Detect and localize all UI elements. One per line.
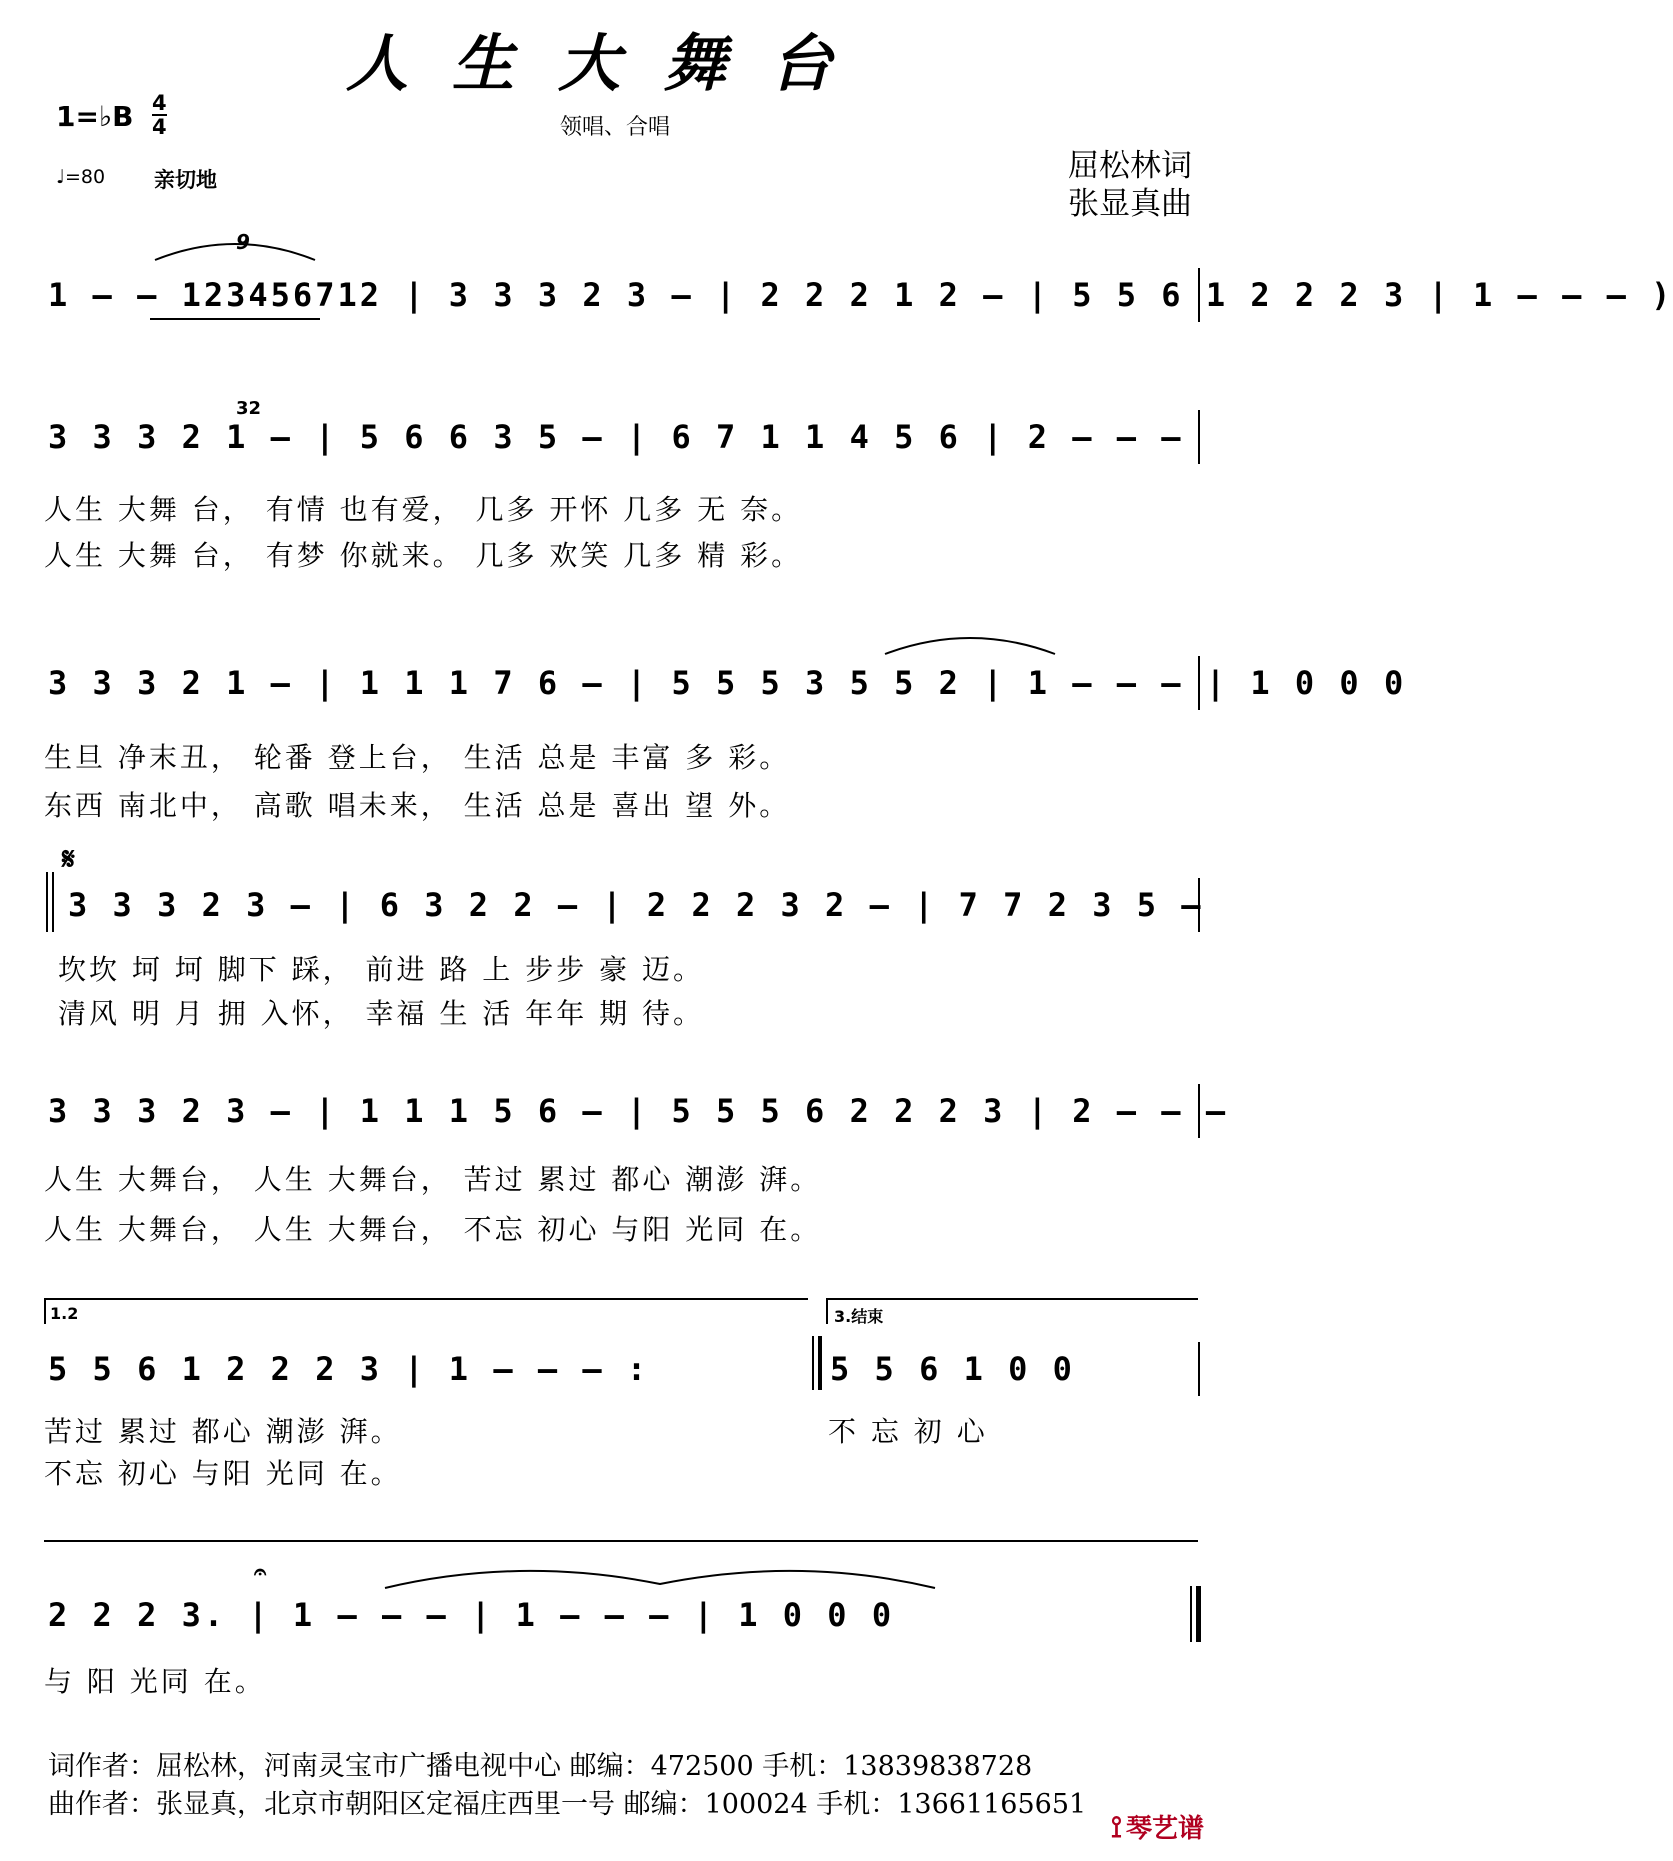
system-5-notes-a: 5 5 6 1 2 2 2 3 | 1 – – – : (48, 1350, 650, 1388)
barline (1198, 878, 1200, 932)
volta-label-1: 1.2 (50, 1304, 79, 1323)
system-4-notes: 3 3 3 2 3 – | 1 1 1 5 6 – | 5 5 5 6 2 2 2 3 | 2 – – – (48, 1092, 1229, 1130)
voices-label: 领唱、合唱 (560, 115, 671, 140)
fermata-icon: 𝄐 (254, 1560, 267, 1585)
page-title: 人生大舞台 (345, 27, 876, 100)
lyrics-verse-2: 东西 南北中， 高歌 唱未来， 生活 总是 喜出 望 外。 (44, 789, 791, 822)
barline (1198, 268, 1200, 322)
final-barline (1190, 1586, 1192, 1642)
final-barline (1196, 1586, 1201, 1642)
system-1-notes: 3 3 3 2 1 – | 5 6 6 3 5 – | 6 7 1 1 4 5 6 | 2 – – – (48, 418, 1184, 456)
barline (1198, 656, 1200, 710)
tie-slur (880, 628, 1060, 658)
segno-sign: 𝄋 (62, 842, 75, 877)
lyrics-verse-1: 坎坎 坷 坷 脚下 踩， 前进 路 上 步步 豪 迈。 (58, 953, 705, 986)
double-barline (46, 872, 48, 932)
composer-credit: 张显真曲 (1068, 186, 1192, 222)
lyrics-verse-2: 人生 大舞 台， 有梦 你就来。 几多 欢笑 几多 精 彩。 (44, 539, 803, 572)
tuplet-number: 9 (236, 230, 250, 254)
logo-icon: ⟟ (1110, 1810, 1122, 1845)
lyrics-verse-1: 生旦 净末丑， 轮番 登上台， 生活 总是 丰富 多 彩。 (44, 741, 791, 774)
tuplet-slur (150, 232, 320, 264)
lyrics-verse-1: 与 阳 光同 在。 (44, 1665, 266, 1698)
repeat-barline (818, 1336, 822, 1390)
intro-notes: 1 – – 123456712 | 3 3 3 2 3 – | 2 2 2 1 2 – | 5 5 6 1 2 2 2 3 | 1 – – – ) (48, 276, 1673, 314)
barline (1198, 410, 1200, 464)
key-signature: 1=♭B (56, 100, 134, 133)
double-barline (52, 872, 54, 932)
time-signature-top: 4 (152, 91, 167, 115)
time-signature (152, 92, 167, 138)
system-2-notes: 3 3 3 2 1 – | 1 1 1 7 6 – | 5 5 5 3 5 5 2 | 1 – – – | 1 0 0 0 (48, 664, 1407, 702)
watermark-logo (1111, 1808, 1204, 1845)
underline (150, 318, 320, 320)
barline (1198, 1084, 1200, 1138)
composer-contact: 曲作者：张显真，北京市朝阳区定福庄西里一号 邮编：100024 手机：13661165651 (48, 1789, 1087, 1820)
tie-slur (380, 1562, 940, 1592)
lyrics-verse-2: 不忘 初心 与阳 光同 在。 (44, 1457, 402, 1490)
grace-notes: 32 (236, 398, 262, 419)
lyricist-contact: 词作者：屈松林，河南灵宝市广播电视中心 邮编：472500 手机：13839838728 (48, 1751, 1033, 1782)
lyrics-verse-1: 苦过 累过 都心 潮澎 湃。 (44, 1415, 402, 1448)
repeat-barline (812, 1336, 814, 1390)
lyrics-verse-2: 人生 大舞台， 人生 大舞台， 不忘 初心 与阳 光同 在。 (44, 1213, 822, 1246)
lyrics-verse-1: 人生 大舞台， 人生 大舞台， 苦过 累过 都心 潮澎 湃。 (44, 1163, 822, 1196)
system-3-notes: 3 3 3 2 3 – | 6 3 2 2 – | 2 2 2 3 2 – | 7 7 2 3 5 – (68, 886, 1204, 924)
time-signature-bottom: 4 (152, 115, 167, 139)
section-line (44, 1540, 1198, 1542)
lyricist-credit: 屈松林词 (1068, 148, 1192, 184)
watermark-text: 琴艺谱 (1125, 1814, 1204, 1844)
lyrics-ending: 不 忘 初 心 (828, 1415, 988, 1448)
system-5-notes-b: 5 5 6 1 0 0 (830, 1350, 1075, 1388)
lyrics-verse-2: 清风 明 月 拥 入怀， 幸福 生 活 年年 期 待。 (58, 997, 705, 1030)
system-6-notes: 2 2 2 3. | 1 – – – | 1 – – – | 1 0 0 0 (48, 1596, 895, 1634)
barline (1198, 1342, 1200, 1396)
expression-marking: 亲切地 (154, 168, 217, 192)
tempo-marking: ♩=80 (56, 166, 106, 188)
volta-label-2: 3.结束 (834, 1307, 884, 1326)
volta-bracket-1 (44, 1298, 808, 1324)
lyrics-verse-1: 人生 大舞 台， 有情 也有爱， 几多 开怀 几多 无 奈。 (44, 493, 803, 526)
